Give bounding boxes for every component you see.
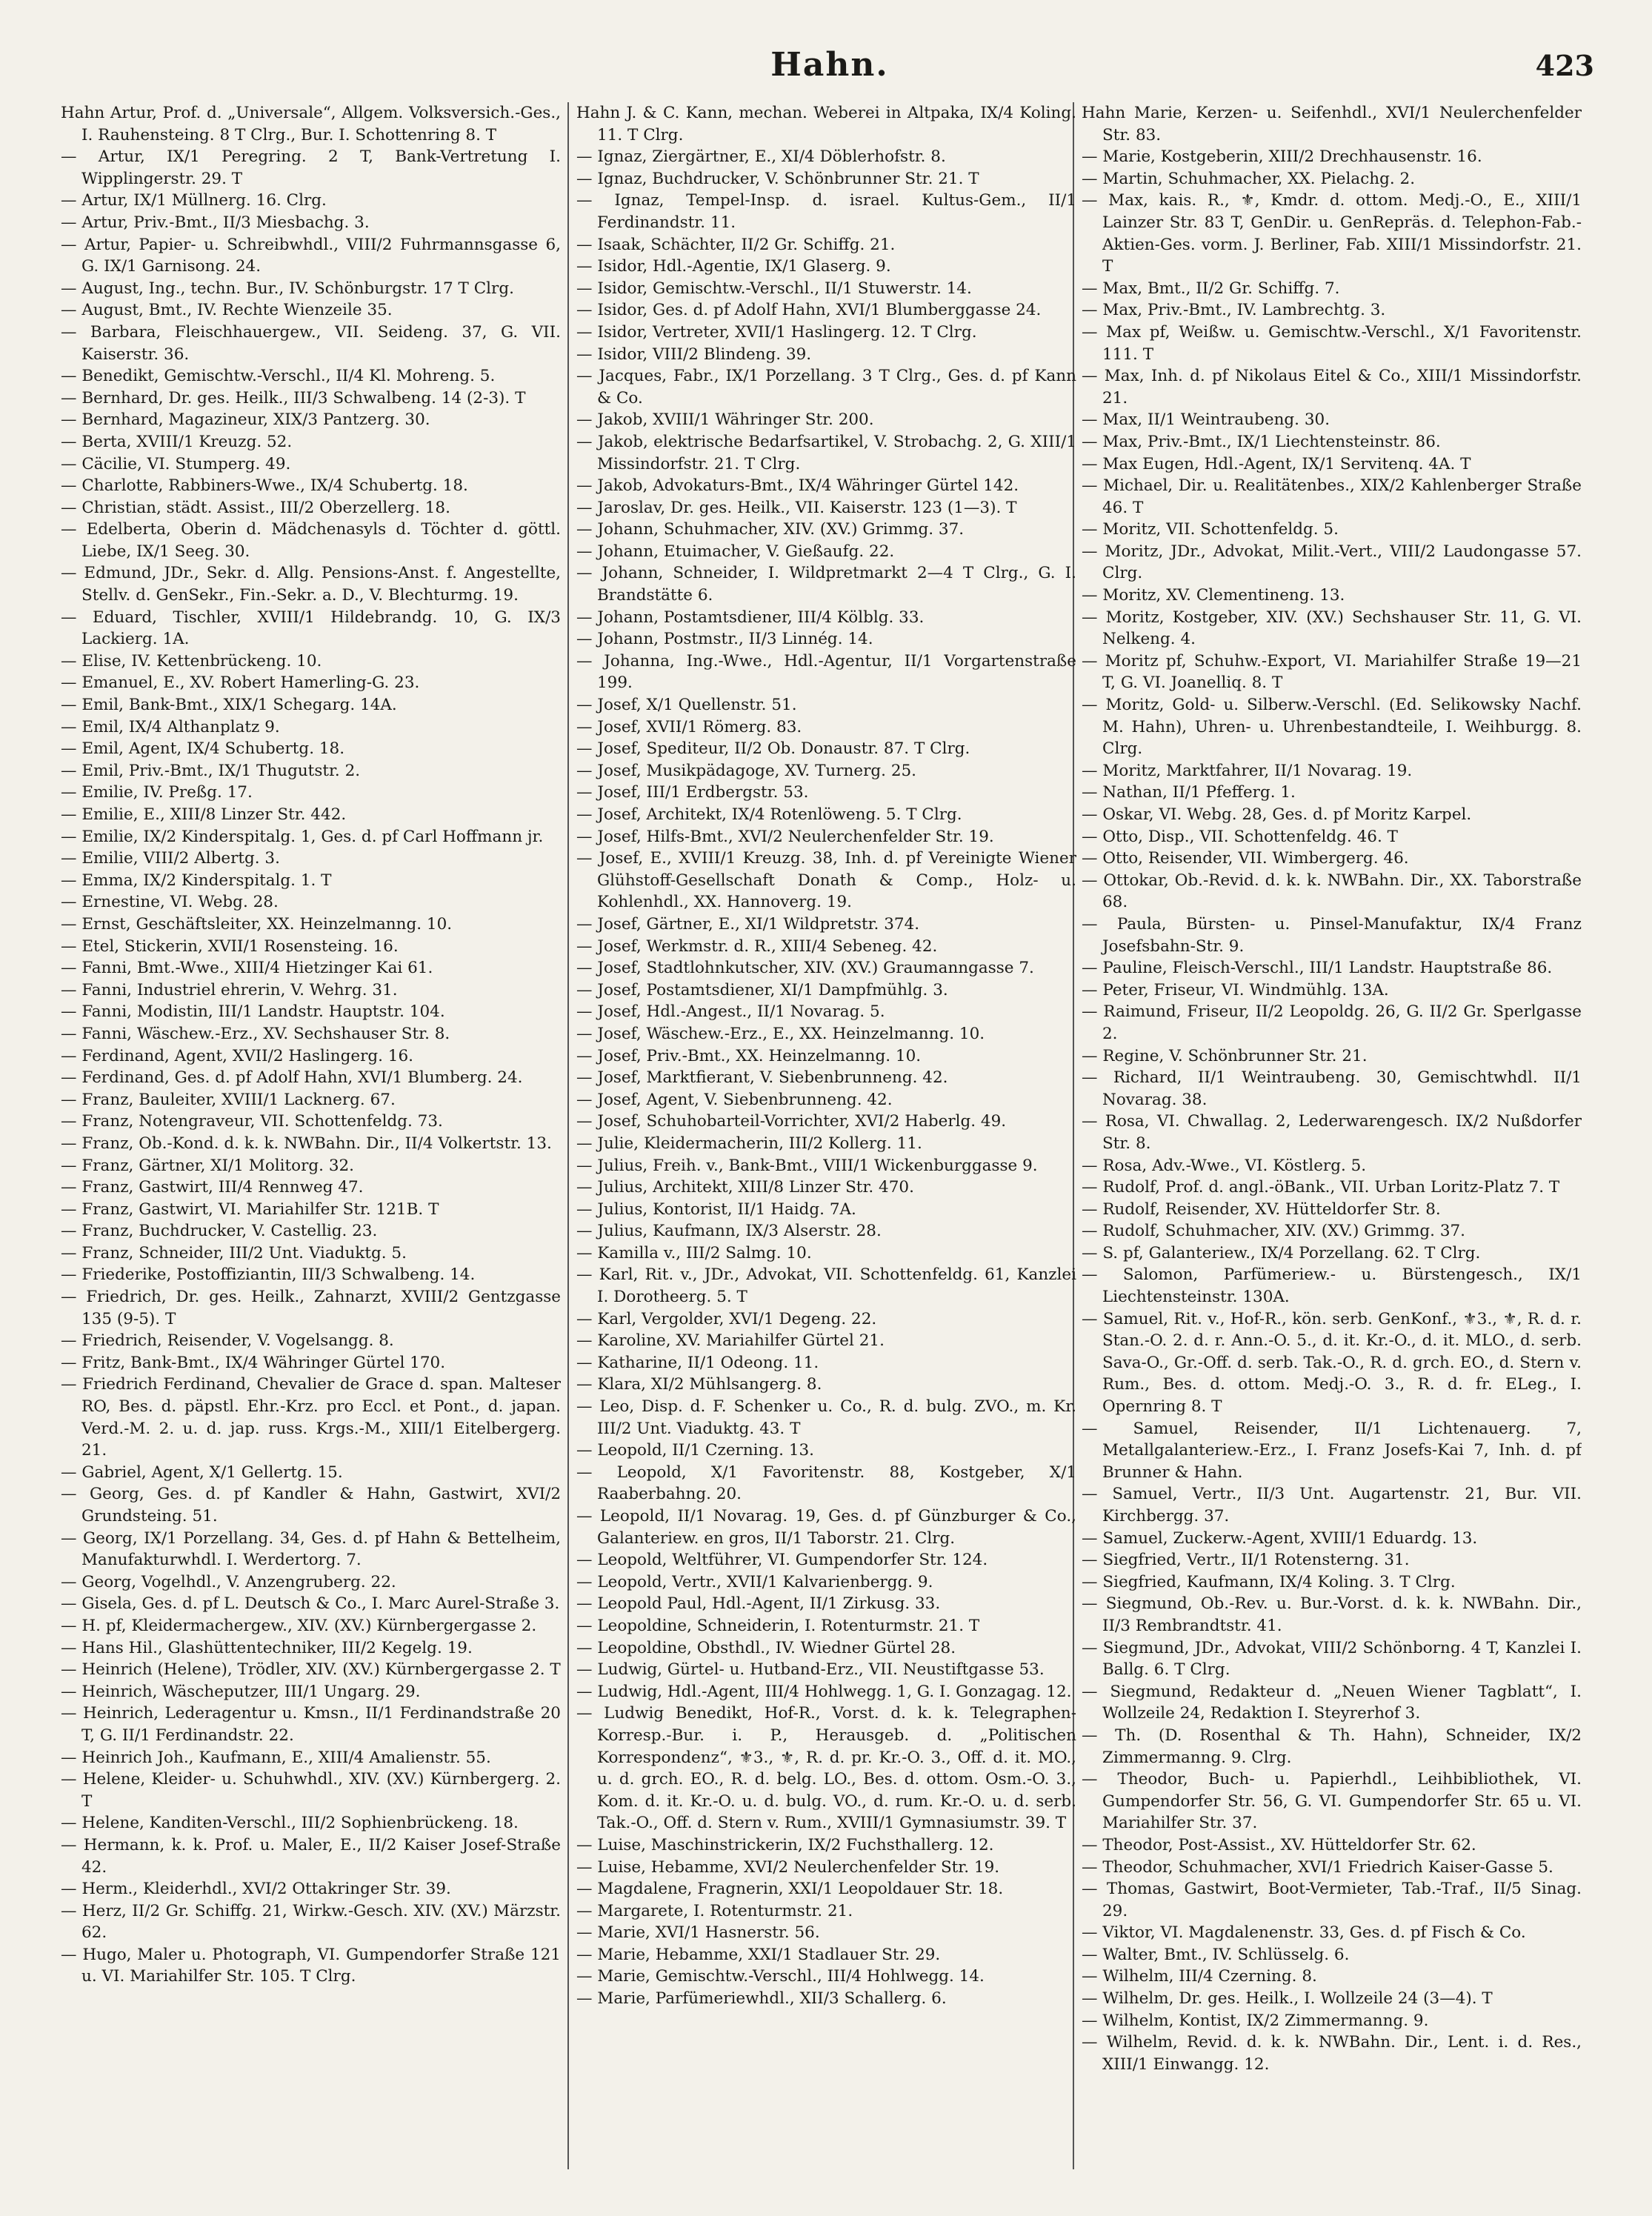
directory-entry: — Karoline, XV. Mariahilfer Gürtel 21.	[576, 1331, 885, 1351]
directory-entry: — Siegfried, Kaufmann, IX/4 Koling. 3. T Clrg.	[1082, 1572, 1456, 1591]
directory-entry: — Eduard, Tischler, XVIII/1 Hildebrandg. 10, G. IX/3 Lackierg. 1A.	[61, 608, 561, 649]
directory-entry: — Emanuel, E., XV. Robert Hamerling-G. 23.	[61, 673, 420, 693]
directory-entry: — Thomas, Gastwirt, Boot-Vermieter, Tab.-Traf., II/5 Sinag. 29.	[1082, 1880, 1582, 1920]
directory-entry: — Magdalene, Fragnerin, XXI/1 Leopoldauer Str. 18.	[576, 1880, 1004, 1899]
directory-entry: — Emilie, VIII/2 Albertg. 3.	[61, 849, 280, 868]
directory-entry: — Leopoldine, Obsthdl., IV. Wiedner Gürtel 28.	[576, 1638, 956, 1657]
directory-entry: — Leopold, II/1 Novarag. 19, Ges. d. pf Günzburger & Co., Galanteriew. en gros, II/1 Taborstr. 21. Clrg.	[576, 1507, 1076, 1548]
directory-entry: — Barbara, Fleischhauergew., VII. Seideng. 37, G. VII. Kaiserstr. 36.	[61, 322, 561, 364]
directory-entry: — Samuel, Zuckerw.-Agent, XVIII/1 Eduardg. 13.	[1082, 1528, 1478, 1548]
directory-entry: — Josef, Agent, V. Siebenbrunneng. 42.	[576, 1090, 893, 1109]
directory-entry: — Fanni, Industriel ehrerin, V. Wehrg. 31.	[61, 980, 398, 999]
directory-entry: — Johanna, Ing.-Wwe., Hdl.-Agentur, II/1 Vorgartenstraße 199.	[576, 651, 1076, 693]
directory-entry: — Josef, Gärtner, E., XI/1 Wildpretstr. 374.	[576, 914, 920, 934]
directory-entry: — Bernhard, Magazineur, XIX/3 Pantzerg. 30.	[61, 410, 430, 430]
directory-entry: — Moritz, JDr., Advokat, Milit.-Vert., VIII/2 Laudongasse 57. Clrg.	[1082, 542, 1582, 583]
directory-entry: — Isidor, Hdl.-Agentie, IX/1 Glaserg. 9.	[576, 257, 891, 276]
directory-entry: — Max, Priv.-Bmt., IV. Lambrechtg. 3.	[1082, 301, 1386, 320]
column-1	[61, 102, 561, 2177]
directory-entry: — Leopold, Weltführer, VI. Gumpendorfer Str. 124.	[576, 1551, 988, 1570]
directory-entry: — Friederike, Postoffiziantin, III/3 Schwalbeng. 14.	[61, 1265, 476, 1285]
directory-entry: — Peter, Friseur, VI. Windmühlg. 13A.	[1082, 980, 1389, 999]
directory-entry: — Emilie, E., XIII/8 Linzer Str. 442.	[61, 805, 347, 824]
directory-entry: — Max, II/1 Weintraubeng. 30.	[1082, 410, 1330, 430]
directory-entry: — Samuel, Reisender, II/1 Lichtenauerg. 7, Metallgalanteriew.-Erz., I. Franz Josefs-Kai 7, Inh. d. pf Brunner & Hahn.	[1082, 1419, 1582, 1482]
directory-entry: — Leo, Disp. d. F. Schenker u. Co., R. d. bulg. ZVO., m. Kr. III/2 Unt. Viaduktg. 43. T	[576, 1397, 1076, 1438]
directory-entry: — Siegfried, Vertr., II/1 Rotensterng. 31.	[1082, 1551, 1410, 1570]
directory-entry: — Karl, Vergolder, XVI/1 Degeng. 22.	[576, 1309, 877, 1328]
directory-entry: — Viktor, VI. Magdalenenstr. 33, Ges. d. pf Fisch & Co.	[1082, 1923, 1526, 1943]
directory-entry: — Leopoldine, Schneiderin, I. Rotenturmstr. 21. T	[576, 1616, 980, 1635]
directory-entry: — Leopold Paul, Hdl.-Agent, II/1 Zirkusg. 33.	[576, 1594, 941, 1614]
directory-entry: — Emma, IX/2 Kinderspitalg. 1. T	[61, 871, 332, 890]
directory-entry: — Josef, Musikpädagoge, XV. Turnerg. 25.	[576, 761, 917, 780]
directory-entry: — Pauline, Fleisch-Verschl., III/1 Landstr. Hauptstraße 86.	[1082, 959, 1553, 978]
directory-entry: — Raimund, Friseur, II/2 Leopoldg. 26, G. II/2 Gr. Sperlgasse 2.	[1082, 1002, 1582, 1043]
directory-entry: — S. pf, Galanteriew., IX/4 Porzellang. 62. T Clrg.	[1082, 1243, 1481, 1262]
directory-entry: — Siegmund, Redakteur d. „Neuen Wiener Tagblatt“, I. Wollzeile 24, Redaktion I. Steyrerhof 3.	[1082, 1682, 1582, 1723]
directory-entry: — Franz, Notengraveur, VII. Schottenfeldg. 73.	[61, 1112, 443, 1131]
directory-entry: — Fritz, Bank-Bmt., IX/4 Währinger Gürtel 170.	[61, 1353, 446, 1372]
directory-entry: — Josef, Wäschew.-Erz., E., XX. Heinzelmanng. 10.	[576, 1024, 985, 1043]
directory-entry: — Rudolf, Reisender, XV. Hütteldorfer Str. 8.	[1082, 1199, 1441, 1219]
column-3	[1082, 102, 1582, 2177]
directory-entry: — August, Ing., techn. Bur., IV. Schönburgstr. 17 T Clrg.	[61, 279, 514, 298]
directory-entry: — Ignaz, Buchdrucker, V. Schönbrunner Str. 21. T	[576, 169, 979, 188]
directory-entry: — Theodor, Buch- u. Papierhdl., Leihbibliothek, VI. Gumpendorfer Str. 56, G. VI. Gumpendorfer Str. 65 u. VI. Mariahilfer Str. 37.	[1082, 1770, 1582, 1833]
directory-entry: — Isidor, VIII/2 Blindeng. 39.	[576, 345, 812, 364]
directory-entry: — Franz, Ob.-Kond. d. k. k. NWBahn. Dir., II/4 Volkertstr. 13.	[61, 1134, 552, 1153]
directory-entry: — Leopold, II/1 Czerning. 13.	[576, 1441, 815, 1460]
directory-entry: — Josef, Werkmstr. d. R., XIII/4 Sebeneg. 42.	[576, 936, 938, 956]
directory-entry: — Max Eugen, Hdl.-Agent, IX/1 Servitenq. 4A. T	[1082, 454, 1471, 473]
directory-entry: — Marie, Hebamme, XXI/1 Stadlauer Str. 29.	[576, 1945, 941, 1964]
directory-entry: — Friedrich, Reisender, V. Vogelsangg. 8.	[61, 1331, 394, 1351]
directory-entry: — Isidor, Ges. d. pf Adolf Hahn, XVI/1 Blumberggasse 24.	[576, 301, 1042, 320]
directory-entry: Hahn J. & C. Kann, mechan. Weberei in Altpaka, IX/4 Koling. 11. T Clrg.	[576, 104, 1076, 144]
directory-entry: — Artur, IX/1 Peregring. 2 T, Bank-Vertretung I. Wipplingerstr. 29. T	[61, 147, 561, 188]
directory-entry: — Gabriel, Agent, X/1 Gellertg. 15.	[61, 1463, 343, 1482]
directory-entry: — Emilie, IX/2 Kinderspitalg. 1, Ges. d. pf Carl Hoffmann jr.	[61, 827, 544, 846]
directory-entry: — Berta, XVIII/1 Kreuzg. 52.	[61, 432, 293, 451]
directory-entry: — Christian, städt. Assist., III/2 Oberzellerg. 18.	[61, 498, 450, 517]
directory-entry: — Moritz pf, Schuhw.-Export, VI. Mariahilfer Straße 19—21 T, G. VI. Joanelliq. 8. T	[1082, 651, 1582, 693]
directory-entry: — Emil, Priv.-Bmt., IX/1 Thugutstr. 2.	[61, 761, 361, 780]
directory-entry: — Leopold, Vertr., XVII/1 Kalvarienbergg. 9.	[576, 1572, 933, 1591]
directory-entry: — Moritz, Kostgeber, XIV. (XV.) Sechshauser Str. 11, G. VI. Nelkeng. 4.	[1082, 608, 1582, 649]
directory-entry: — Ludwig, Gürtel- u. Hutband-Erz., VII. Neustiftgasse 53.	[576, 1660, 1045, 1680]
column-divider	[567, 102, 569, 2169]
directory-entry: — Georg, Ges. d. pf Kandler & Hahn, Gastwirt, XVI/2 Grundsteing. 51.	[61, 1485, 561, 1525]
column-2	[576, 102, 1076, 2177]
directory-entry: — Julius, Freih. v., Bank-Bmt., VIII/1 Wickenburggasse 9.	[576, 1156, 1038, 1175]
directory-entry: — Ernst, Geschäftsleiter, XX. Heinzelmanng. 10.	[61, 914, 453, 934]
directory-entry: — Edelberta, Oberin d. Mädchenasyls d. Töchter d. göttl. Liebe, IX/1 Seeg. 30.	[61, 520, 561, 561]
directory-entry: — Georg, IX/1 Porzellang. 34, Ges. d. pf Hahn & Bettelheim, Manufakturwhdl. I. Werdertorg. 7.	[61, 1528, 561, 1570]
directory-entry: — Ferdinand, Agent, XVII/2 Haslingerg. 16.	[61, 1046, 413, 1065]
directory-entry: — Martin, Schuhmacher, XX. Pielachg. 2.	[1082, 169, 1416, 188]
directory-entry: — Josef, Hdl.-Angest., II/1 Novarag. 5.	[576, 1002, 885, 1022]
directory-entry: — Josef, X/1 Quellenstr. 51.	[576, 696, 797, 715]
directory-entry: — Josef, Hilfs-Bmt., XVI/2 Neulerchenfelder Str. 19.	[576, 827, 994, 846]
directory-entry: — Nathan, II/1 Pfefferg. 1.	[1082, 783, 1296, 802]
directory-entry: — Jakob, Advokaturs-Bmt., IX/4 Währinger Gürtel 142.	[576, 476, 1019, 496]
directory-entry: — Emil, Bank-Bmt., XIX/1 Schegarg. 14A.	[61, 696, 397, 715]
directory-entry: — Rudolf, Schuhmacher, XIV. (XV.) Grimmg. 37.	[1082, 1222, 1466, 1241]
directory-entry: — Moritz, XV. Clementineng. 13.	[1082, 586, 1345, 605]
directory-entry: — Heinrich, Wäscheputzer, III/1 Ungarg. 29.	[61, 1682, 421, 1701]
directory-entry: — Siegmund, Ob.-Rev. u. Bur.-Vorst. d. k. k. NWBahn. Dir., II/3 Rembrandtstr. 41.	[1082, 1594, 1582, 1635]
directory-entry: — Georg, Vogelhdl., V. Anzengruberg. 22.	[61, 1572, 396, 1591]
directory-entry: — Josef, Priv.-Bmt., XX. Heinzelmanng. 10.	[576, 1046, 922, 1065]
directory-entry: — Th. (D. Rosenthal & Th. Hahn), Schneider, IX/2 Zimmermanng. 9. Clrg.	[1082, 1726, 1582, 1767]
directory-entry: — Hermann, k. k. Prof. u. Maler, E., II/2 Kaiser Josef-Straße 42.	[61, 1835, 561, 1877]
directory-entry: — Ferdinand, Ges. d. pf Adolf Hahn, XVI/1 Blumberg. 24.	[61, 1068, 523, 1088]
directory-entry: — Josef, Marktfierant, V. Siebenbrunneng. 42.	[576, 1068, 948, 1088]
directory-entry: — Ludwig, Hdl.-Agent, III/4 Hohlwegg. 1, G. I. Gonzagag. 12.	[576, 1682, 1072, 1701]
directory-entry: — Rudolf, Prof. d. angl.-öBank., VII. Urban Loritz-Platz 7. T	[1082, 1178, 1560, 1197]
directory-entry: — Johann, Schneider, I. Wildpretmarkt 2—4 T Clrg., G. I. Brandstätte 6.	[576, 564, 1076, 605]
directory-entry: — Josef, Spediteur, II/2 Ob. Donaustr. 87. T Clrg.	[576, 739, 970, 759]
directory-entry: — Moritz, Marktfahrer, II/1 Novarag. 19.	[1082, 761, 1413, 780]
directory-entry: — Julius, Architekt, XIII/8 Linzer Str. 470.	[576, 1178, 914, 1197]
directory-entry: — Isidor, Gemischtw.-Verschl., II/1 Stuwerstr. 14.	[576, 279, 972, 298]
directory-entry: — Artur, Papier- u. Schreibwhdl., VIII/2 Fuhrmannsgasse 6, G. IX/1 Garnisong. 24.	[61, 235, 561, 276]
directory-entry: — Margarete, I. Rotenturmstr. 21.	[576, 1901, 853, 1920]
directory-entry: — Heinrich, Lederagentur u. Kmsn., II/1 Ferdinandstraße 20 T, G. II/1 Ferdinandstr. 22.	[61, 1704, 561, 1745]
directory-entry: — Samuel, Rit. v., Hof-R., kön. serb. GenKonf., ⚜3., ⚜, R. d. r. Stan.-O. 2. d. r. Ann.-O. 5., d. it. Kr.-O., d. it. MLO., d. serb. Sava-O., Gr.-Off. d. serb. Tak.-O., R. d. grch. EO., d. Stern v. Rum., Bes. d. ottom. Medj.-O. 3., R. d. fr. ELeg., I. Opernring 8. T	[1082, 1309, 1582, 1417]
directory-entry: — Richard, II/1 Weintraubeng. 30, Gemischtwhdl. II/1 Novarag. 38.	[1082, 1068, 1582, 1109]
directory-entry: — Moritz, VII. Schottenfeldg. 5.	[1082, 520, 1339, 539]
directory-entry: — Franz, Bauleiter, XVIII/1 Lacknerg. 67.	[61, 1090, 396, 1109]
directory-entry: — Charlotte, Rabbiners-Wwe., IX/4 Schubertg. 18.	[61, 476, 468, 496]
directory-entry: — Ottokar, Ob.-Revid. d. k. k. NWBahn. Dir., XX. Taborstraße 68.	[1082, 871, 1582, 912]
directory-entry: — Franz, Buchdrucker, V. Castellig. 23.	[61, 1222, 378, 1241]
directory-entry: — Luise, Maschinstrickerin, IX/2 Fuchsthallerg. 12.	[576, 1835, 994, 1854]
directory-entry: — Fanni, Wäschew.-Erz., XV. Sechshauser Str. 8.	[61, 1024, 450, 1043]
directory-entry: — Bernhard, Dr. ges. Heilk., III/3 Schwalbeng. 14 (2-3). T	[61, 388, 526, 407]
directory-entry: — Michael, Dir. u. Realitätenbes., XIX/2 Kahlenberger Straße 46. T	[1082, 476, 1582, 517]
directory-entry: — Franz, Gastwirt, III/4 Rennweg 47.	[61, 1178, 364, 1197]
directory-entry: — Etel, Stickerin, XVII/1 Rosensteing. 16.	[61, 936, 399, 956]
directory-entry: — Max, Priv.-Bmt., IX/1 Liechtensteinstr. 86.	[1082, 432, 1441, 451]
directory-entry: — H. pf, Kleidermachergew., XIV. (XV.) Kürnbergergasse 2.	[61, 1616, 537, 1635]
directory-entry: — Max, kais. R., ⚜, Kmdr. d. ottom. Medj.-O., E., XIII/1 Lainzer Str. 83 T, GenDir. u. GenRepräs. d. Telephon-Fab.-Aktien-Ges. vorm. J. Berliner, Fab. XIII/1 Missindorfstr. 21. T	[1082, 191, 1582, 276]
directory-entry: — Ignaz, Tempel-Insp. d. israel. Kultus-Gem., II/1 Ferdinandstr. 11.	[576, 191, 1076, 232]
page-number: 423	[1535, 49, 1594, 82]
directory-entry: — Franz, Schneider, III/2 Unt. Viaduktg. 5.	[61, 1243, 407, 1262]
directory-entry: — Josef, E., XVIII/1 Kreuzg. 38, Inh. d. pf Vereinigte Wiener Glühstoff-Gesellschaft Donath & Comp., Holz- u. Kohlenhdl., XX. Hannoverg. 19.	[576, 849, 1076, 912]
directory-entry: — Josef, Stadtlohnkutscher, XIV. (XV.) Graumanngasse 7.	[576, 959, 1034, 978]
directory-entry: — Isidor, Vertreter, XVII/1 Haslingerg. 12. T Clrg.	[576, 322, 977, 342]
directory-entry: — Josef, Postamtsdiener, XI/1 Dampfmühlg. 3.	[576, 980, 948, 999]
directory-entry: — Josef, III/1 Erdbergstr. 53.	[576, 783, 809, 802]
directory-entry: — Artur, Priv.-Bmt., II/3 Miesbachg. 3.	[61, 213, 370, 232]
directory-entry: — Johann, Etuimacher, V. Gießaufg. 22.	[576, 542, 895, 561]
directory-entry: — Max pf, Weißw. u. Gemischtw.-Verschl., X/1 Favoritenstr. 111. T	[1082, 322, 1582, 364]
directory-entry: — Marie, Parfümeriewhdl., XII/3 Schallerg. 6.	[576, 1989, 947, 2009]
directory-entry: — Josef, Schuhobarteil-Vorrichter, XVI/2 Haberlg. 49.	[576, 1112, 1007, 1131]
directory-entry: — Katharine, II/1 Odeong. 11.	[576, 1353, 819, 1372]
directory-entry: — Walter, Bmt., IV. Schlüsselg. 6.	[1082, 1945, 1350, 1964]
directory-entry: — Jacques, Fabr., IX/1 Porzellang. 3 T Clrg., Ges. d. pf Kann & Co.	[576, 367, 1076, 407]
directory-entry: — Theodor, Schuhmacher, XVI/1 Friedrich Kaiser-Gasse 5.	[1082, 1857, 1553, 1877]
directory-entry: — Marie, Gemischtw.-Verschl., III/4 Hohlwegg. 14.	[576, 1967, 985, 1986]
directory-entry: — Emil, Agent, IX/4 Schubertg. 18.	[61, 739, 345, 759]
directory-entry: — Herm., Kleiderhdl., XVI/2 Ottakringer Str. 39.	[61, 1880, 451, 1899]
directory-entry: — Herz, II/2 Gr. Schiffg. 21, Wirkw.-Gesch. XIV. (XV.) Märzstr. 62.	[61, 1901, 561, 1943]
directory-entry: — Rosa, Adv.-Wwe., VI. Köstlerg. 5.	[1082, 1156, 1367, 1175]
directory-entry: — Josef, Architekt, IX/4 Rotenlöweng. 5. T Clrg.	[576, 805, 962, 824]
directory-entry: — Wilhelm, Kontist, IX/2 Zimmermanng. 9.	[1082, 2011, 1429, 2030]
directory-entry: — Johann, Postmstr., II/3 Linnég. 14.	[576, 630, 873, 649]
directory-entry: — Samuel, Vertr., II/3 Unt. Augartenstr. 21, Bur. VII. Kirchbergg. 37.	[1082, 1485, 1582, 1525]
directory-entry: — Leopold, X/1 Favoritenstr. 88, Kostgeber, X/1 Raaberbahng. 20.	[576, 1463, 1076, 1504]
directory-entry: — Ignaz, Ziergärtner, E., XI/4 Döblerhofstr. 8.	[576, 147, 946, 167]
directory-entry: — Helene, Kanditen-Verschl., III/2 Sophienbrückeng. 18.	[61, 1814, 519, 1833]
directory-entry: — Wilhelm, Revid. d. k. k. NWBahn. Dir., Lent. i. d. Res., XIII/1 Einwangg. 12.	[1082, 2033, 1582, 2074]
directory-entry: — Theodor, Post-Assist., XV. Hütteldorfer Str. 62.	[1082, 1835, 1476, 1854]
page-header	[59, 46, 1600, 95]
page-title: Hahn.	[770, 46, 889, 84]
directory-entry: — Otto, Reisender, VII. Wimbergerg. 46.	[1082, 849, 1409, 868]
directory-entry: — Regine, V. Schönbrunner Str. 21.	[1082, 1046, 1368, 1065]
directory-entry: — Max, Inh. d. pf Nikolaus Eitel & Co., XIII/1 Missindorfstr. 21.	[1082, 367, 1582, 407]
directory-entry: — Heinrich (Helene), Trödler, XIV. (XV.) Kürnbergergasse 2. T	[61, 1660, 561, 1680]
directory-entry: — Hugo, Maler u. Photograph, VI. Gumpendorfer Straße 121 u. VI. Mariahilfer Str. 105. T Clrg.	[61, 1945, 561, 1986]
directory-entry: — August, Bmt., IV. Rechte Wienzeile 35.	[61, 301, 393, 320]
directory-entry: — Josef, XVII/1 Römerg. 83.	[576, 717, 802, 736]
directory-entry: — Edmund, JDr., Sekr. d. Allg. Pensions-Anst. f. Angestellte, Stellv. d. GenSekr., Fin.-Sekr. a. D., V. Blechturmg. 19.	[61, 564, 561, 605]
directory-entry: — Johann, Postamtsdiener, III/4 Kölblg. 33.	[576, 608, 925, 627]
directory-entry: — Friedrich Ferdinand, Chevalier de Grace d. span. Malteser RO, Bes. d. päpstl. Ehr.-Krz. pro Eccl. et Pont., d. japan. Verd.-M. 2. u. d. jap. russ. Krgs.-M., XIII/1 Eitelbergerg. 21.	[61, 1375, 561, 1460]
directory-entry: — Fanni, Bmt.-Wwe., XIII/4 Hietzinger Kai 61.	[61, 959, 433, 978]
directory-entry: — Kamilla v., III/2 Salmg. 10.	[576, 1243, 812, 1262]
directory-entry: — Heinrich Joh., Kaufmann, E., XIII/4 Amalienstr. 55.	[61, 1748, 491, 1767]
directory-entry: — Artur, IX/1 Müllnerg. 16. Clrg.	[61, 191, 327, 210]
directory-entry: — Oskar, VI. Webg. 28, Ges. d. pf Moritz Karpel.	[1082, 805, 1472, 824]
directory-entry: — Siegmund, JDr., Advokat, VIII/2 Schönborng. 4 T, Kanzlei I. Ballg. 6. T Clrg.	[1082, 1638, 1582, 1680]
directory-entry: — Marie, XVI/1 Hasnerstr. 56.	[576, 1923, 820, 1943]
directory-entry: — Max, Bmt., II/2 Gr. Schiffg. 7.	[1082, 279, 1340, 298]
directory-entry: — Franz, Gastwirt, VI. Mariahilfer Str. 121B. T	[61, 1199, 439, 1219]
directory-entry: — Klara, XI/2 Mühlsangerg. 8.	[576, 1375, 822, 1394]
directory-entry: — Benedikt, Gemischtw.-Verschl., II/4 Kl. Mohreng. 5.	[61, 367, 496, 386]
directory-entry: — Ernestine, VI. Webg. 28.	[61, 893, 279, 912]
directory-entry: — Emil, IX/4 Althanplatz 9.	[61, 717, 280, 736]
directory-entry: — Julius, Kontorist, II/1 Haidg. 7A.	[576, 1199, 856, 1219]
directory-entry: — Rosa, VI. Chwallag. 2, Lederwarengesch. IX/2 Nußdorfer Str. 8.	[1082, 1112, 1582, 1153]
directory-entry: — Helene, Kleider- u. Schuhwhdl., XIV. (XV.) Kürnbergerg. 2. T	[61, 1770, 561, 1811]
directory-entry: Hahn Artur, Prof. d. „Universale“, Allgem. Volksversich.-Ges., I. Rauhensteing. 8 T Clrg., Bur. I. Schottenring 8. T	[61, 104, 561, 144]
directory-entry: — Jaroslav, Dr. ges. Heilk., VII. Kaiserstr. 123 (1—3). T	[576, 498, 1017, 517]
directory-entry: — Isaak, Schächter, II/2 Gr. Schiffg. 21.	[576, 235, 896, 254]
directory-entry: — Julius, Kaufmann, IX/3 Alserstr. 28.	[576, 1222, 882, 1241]
directory-entry: — Salomon, Parfümeriew.- u. Bürstengesch., IX/1 Liechtensteinstr. 130A.	[1082, 1265, 1582, 1307]
directory-entry: — Emilie, IV. Preßg. 17.	[61, 783, 253, 802]
directory-entry: — Karl, Rit. v., JDr., Advokat, VII. Schottenfeldg. 61, Kanzlei I. Dorotheerg. 5. T	[576, 1265, 1076, 1307]
directory-entry: — Franz, Gärtner, XI/1 Molitorg. 32.	[61, 1156, 355, 1175]
directory-entry: — Jakob, XVIII/1 Währinger Str. 200.	[576, 410, 874, 430]
directory-entry: — Julie, Kleidermacherin, III/2 Kollerg. 11.	[576, 1134, 922, 1153]
directory-entry: — Cäcilie, VI. Stumperg. 49.	[61, 454, 291, 473]
directory-entry: — Marie, Kostgeberin, XIII/2 Drechhausenstr. 16.	[1082, 147, 1482, 167]
directory-entry: — Paula, Bürsten- u. Pinsel-Manufaktur, IX/4 Franz Josefsbahn-Str. 9.	[1082, 914, 1582, 956]
directory-entry: — Elise, IV. Kettenbrückeng. 10.	[61, 651, 322, 671]
directory-entry: — Friedrich, Dr. ges. Heilk., Zahnarzt, XVIII/2 Gentzgasse 135 (9-5). T	[61, 1288, 561, 1328]
directory-entry: — Otto, Disp., VII. Schottenfeldg. 46. T	[1082, 827, 1398, 846]
directory-entry: — Johann, Schuhmacher, XIV. (XV.) Grimmg. 37.	[576, 520, 965, 539]
directory-entry: — Wilhelm, III/4 Czerning. 8.	[1082, 1967, 1317, 1986]
directory-entry: — Moritz, Gold- u. Silberw.-Verschl. (Ed. Selikowsky Nachf. M. Hahn), Uhren- u. Uhrenbestandteile, I. Weihburgg. 8. Clrg.	[1082, 696, 1582, 759]
directory-entry: — Wilhelm, Dr. ges. Heilk., I. Wollzeile 24 (3—4). T	[1082, 1989, 1493, 2009]
directory-entry: — Fanni, Modistin, III/1 Landstr. Hauptstr. 104.	[61, 1002, 445, 1022]
directory-entry: — Luise, Hebamme, XVI/2 Neulerchenfelder Str. 19.	[576, 1857, 1000, 1877]
directory-entry: Hahn Marie, Kerzen- u. Seifenhdl., XVI/1 Neulerchenfelder Str. 83.	[1082, 104, 1582, 144]
directory-entry: — Gisela, Ges. d. pf L. Deutsch & Co., I. Marc Aurel-Straße 3.	[61, 1594, 560, 1614]
directory-entry: — Hans Hil., Glashüttentechniker, III/2 Kegelg. 19.	[61, 1638, 473, 1657]
directory-entry: — Ludwig Benedikt, Hof-R., Vorst. d. k. k. Telegraphen-Korresp.-Bur. i. P., Herausgeb. d. „Politischen Korrespondenz“, ⚜3., ⚜, R. d. pr. Kr.-O. 3., Off. d. it. MO., u. d. grch. EO., R. d. belg. LO., Bes. d. ottom. Osm.-O. 3., Kom. d. it. Kr.-O. u. d. bulg. VO., d. rum. Kr.-O. u. d. serb. Tak.-O., Off. d. Stern v. Rum., XVIII/1 Gymnasiumstr. 39. T	[576, 1704, 1076, 1833]
directory-entry: — Jakob, elektrische Bedarfsartikel, V. Strobachg. 2, G. XIII/1 Missindorfstr. 21. T Clrg.	[576, 432, 1076, 473]
